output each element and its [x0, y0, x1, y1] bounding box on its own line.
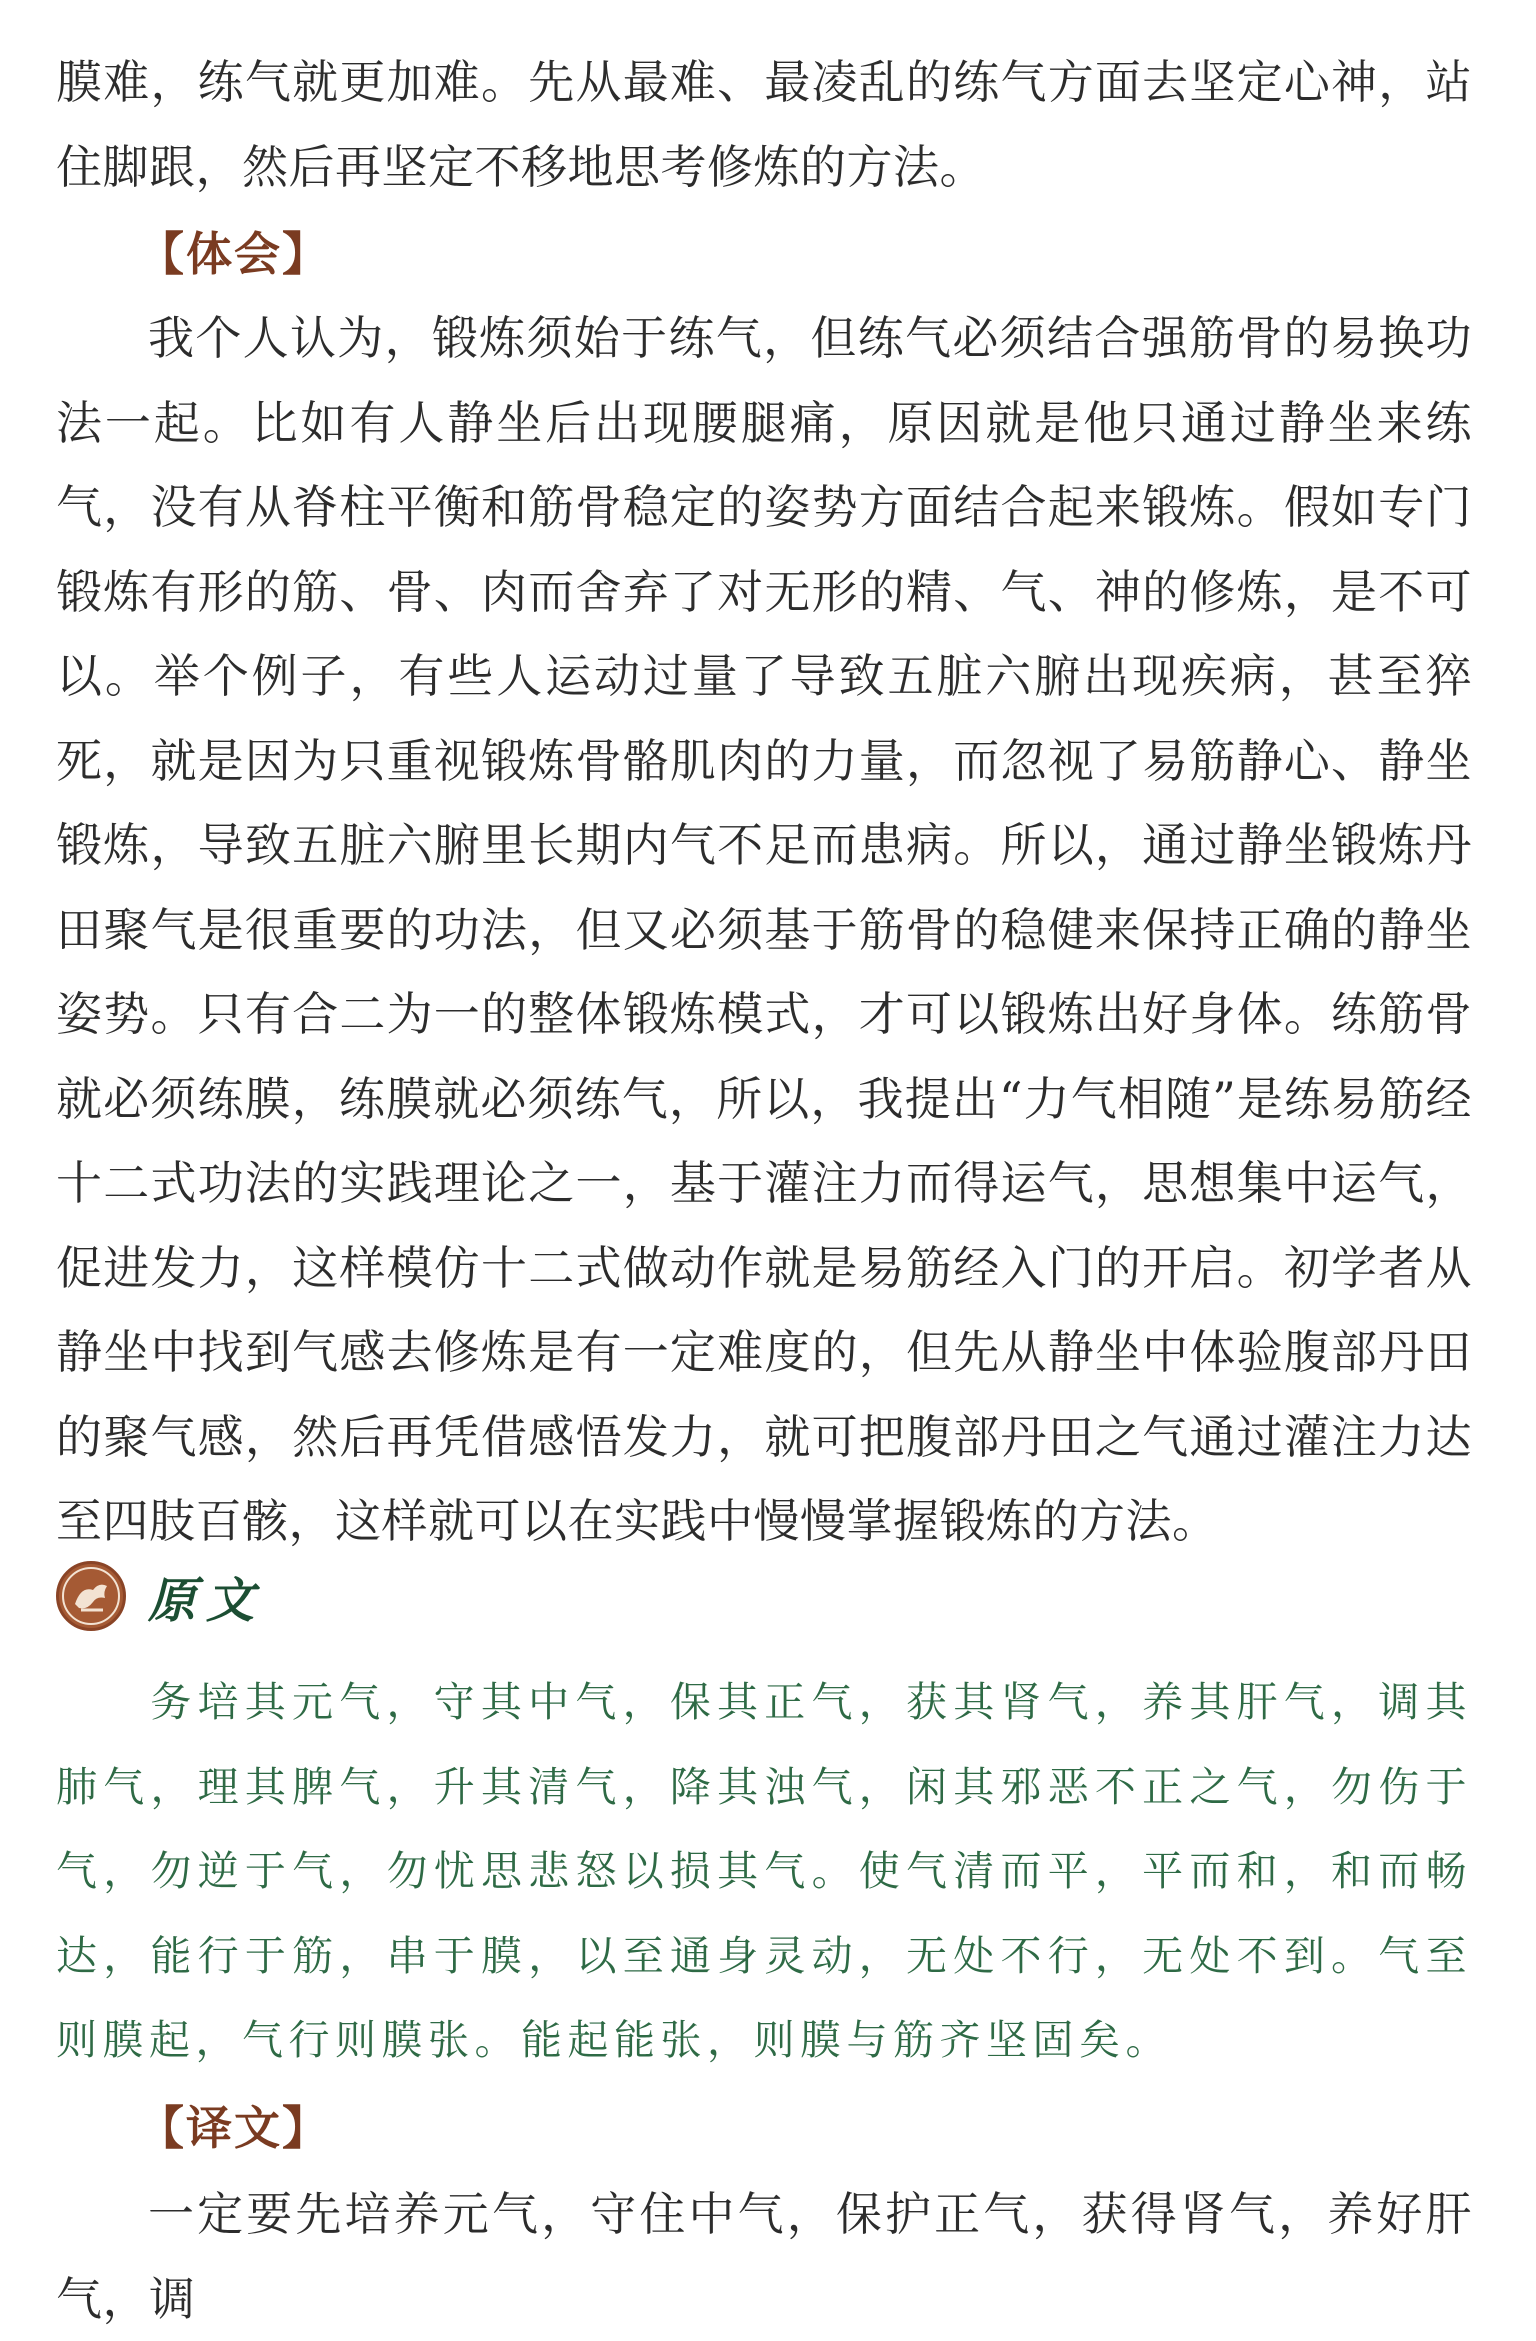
yiwen-heading: 【译文】 [138, 2101, 330, 2155]
yuanwen-paragraph: 务培其元气，守其中气，保其正气，获其肾气，养其肝气，调其肺气，理其脾气，升其清气，降其浊气，闲其邪恶不正之气，勿伤于气，勿逆于气，勿忧思悲怒以损其气。使气清而平，平而和，和而畅达，能行于筋，串于膜，以至通身灵动，无处不行，无处不到。气至则膜起，气行则膜张。能起能张，则膜与筋齐坚固矣。 [56, 1678, 1472, 2064]
yuanwen-title: 原文 [148, 1572, 265, 1629]
tihui-heading: 【体会】 [138, 227, 330, 281]
seal-icon [56, 1561, 126, 1631]
yuanwen-section-title [56, 1556, 264, 1636]
intro-paragraph: 膜难，练气就更加难。先从最难、最凌乱的练气方面去坚定心神，站住脚跟，然后再坚定不移地思考修炼的方法。 [56, 55, 1472, 194]
tihui-paragraph: 我个人认为，锻炼须始于练气，但练气必须结合强筋骨的易换功法一起。比如有人静坐后出现腰腿痛，原因就是他只通过静坐来练气，没有从脊柱平衡和筋骨稳定的姿势方面结合起来锻炼。假如专门锻炼有形的筋、骨、肉而舍弃了对无形的精、气、神的修炼，是不可以。举个例子，有些人运动过量了导致五脏六腑出现疾病，甚至猝死，就是因为只重视锻炼骨骼肌肉的力量，而忽视了易筋静心、静坐锻炼，导致五脏六腑里长期内气不足而患病。所以，通过静坐锻炼丹田聚气是很重要的功法，但又必须基于筋骨的稳健来保持正确的静坐姿势。只有合二为一的整体锻炼模式，才可以锻炼出好身体。练筋骨就必须练膜，练膜就必须练气，所以，我提出“力气相随”是练易筋经十二式功法的实践理论之一，基于灌注力而得运气，思想集中运气，促进发力，这样模仿十二式做动作就是易筋经入门的开启。初学者从静坐中找到气感去修炼是有一定难度的，但先从静坐中体验腹部丹田的聚气感，然后再凭借感悟发力，就可把腹部丹田之气通过灌注力达至四肢百骸，这样就可以在实践中慢慢掌握锻炼的方法。 [56, 311, 1472, 1548]
yiwen-paragraph: 一定要先培养元气，守住中气，保护正气，获得肾气，养好肝气，调 [56, 2187, 1472, 2326]
